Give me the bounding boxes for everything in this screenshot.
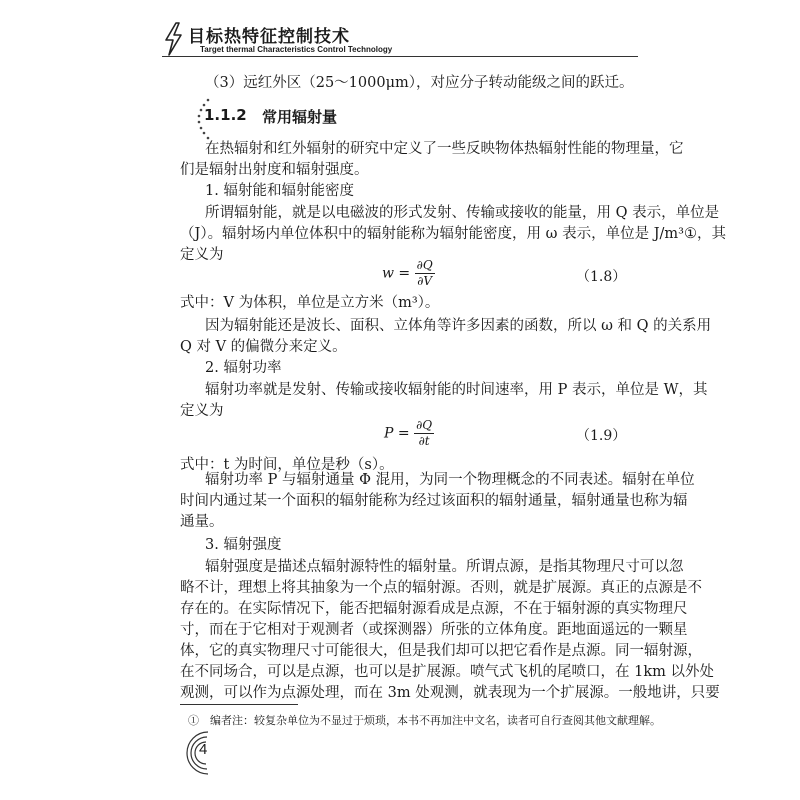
footnote-rule (180, 704, 298, 705)
equation-fraction (415, 258, 435, 289)
equation-number: （1.9） (576, 428, 627, 444)
lightning-bolt-icon (162, 22, 184, 56)
para4-line: 辐射功率就是发射、传输或接收辐射能的时间速率，用 P 表示，单位是 W，其 (205, 382, 708, 398)
para6-line: 寸，而在于它相对于观测者（或探测器）所张的立体角度。距地面遥远的一颗星 (180, 622, 688, 638)
para6-line: 在不同场合，可以是点源，也可以是扩展源。喷气式飞机的尾喷口，在 1km 以外处 (180, 664, 714, 680)
para1-line: 们是辐射出射度和辐射强度。 (180, 162, 369, 178)
para4-line: 定义为 (180, 403, 224, 419)
para6-line: 辐射强度是描述点辐射源特性的辐射量。所谓点源，是指其物理尺寸可以忽 (205, 559, 684, 575)
para5-line: 辐射功率 P 与辐射通量 Φ 混用，为同一个物理概念的不同表述。辐射在单位 (205, 472, 695, 488)
running-header-title: 目标热特征控制技术 (188, 27, 350, 47)
eq2-note: 式中：t 为时间，单位是秒（s）。 (180, 457, 394, 473)
para2-line: 定义为 (180, 247, 224, 263)
item3-title: 3. 辐射强度 (205, 537, 282, 553)
equation-denominator: ∂t (418, 434, 430, 448)
equation-1-8 (382, 258, 435, 289)
para2-line: （J）。辐射场内单位体积中的辐射能称为辐射能密度，用 ω 表示，单位是 J/m³①，其 (180, 226, 726, 242)
page-number: 4 (199, 741, 208, 758)
para5-line: 时间内通过某一个面积的辐射能称为经过该面积的辐射通量，辐射通量也称为辐 (180, 493, 688, 509)
para3-line: 因为辐射能还是波长、面积、立体角等许多因素的函数，所以 ω 和 Q 的关系用 (205, 318, 712, 334)
equation-number: （1.8） (576, 269, 627, 285)
intro-line: （3）远红外区（25～1000μm），对应分子转动能级之间的跃迁。 (205, 75, 634, 91)
running-header-subtitle: Target thermal Characteristics Control Technology (200, 45, 393, 54)
equation-numerator: ∂Q (416, 258, 433, 272)
section-number: 1.1.2 (204, 106, 247, 124)
equation-lhs: w = (382, 265, 411, 282)
equation-fraction (414, 418, 434, 449)
section-title: 常用辐射量 (262, 108, 338, 126)
equation-1-9 (384, 418, 434, 449)
footnote: ① 编者注：较复杂单位为不显过于烦琐，本书不再加注中文名，读者可自行查阅其他文献理解。 (188, 714, 661, 727)
header-rule (162, 56, 638, 57)
item2-title: 2. 辐射功率 (205, 360, 282, 376)
eq1-note: 式中：V 为体积，单位是立方米（m³）。 (180, 295, 440, 311)
para6-line: 存在的。在实际情况下，能否把辐射源看成是点源，不在于辐射源的真实物理尺 (180, 601, 688, 617)
para2-line: 所谓辐射能，就是以电磁波的形式发射、传输或接收的能量，用 Q 表示，单位是 (205, 205, 720, 221)
equation-denominator: ∂V (417, 274, 433, 288)
item1-title: 1. 辐射能和辐射能密度 (205, 183, 354, 199)
para1-line: 在热辐射和红外辐射的研究中定义了一些反映物体热辐射性能的物理量，它 (205, 141, 684, 157)
para5-line: 通量。 (180, 514, 224, 530)
equation-numerator: ∂Q (416, 418, 433, 432)
equation-lhs: P = (384, 425, 410, 442)
para6-line: 观测，可以作为点源处理，而在 3m 处观测，就表现为一个扩展源。一般地讲，只要 (180, 683, 636, 704)
para6-line: 略不计，理想上将其抽象为一个点的辐射源。否则，就是扩展源。真正的点源是不 (180, 580, 702, 596)
para3-line: Q 对 V 的偏微分来定义。 (180, 339, 347, 355)
para6-line: 体，它的真实物理尺寸可能很大，但是我们却可以把它看作是点源。同一辐射源， (180, 643, 702, 659)
